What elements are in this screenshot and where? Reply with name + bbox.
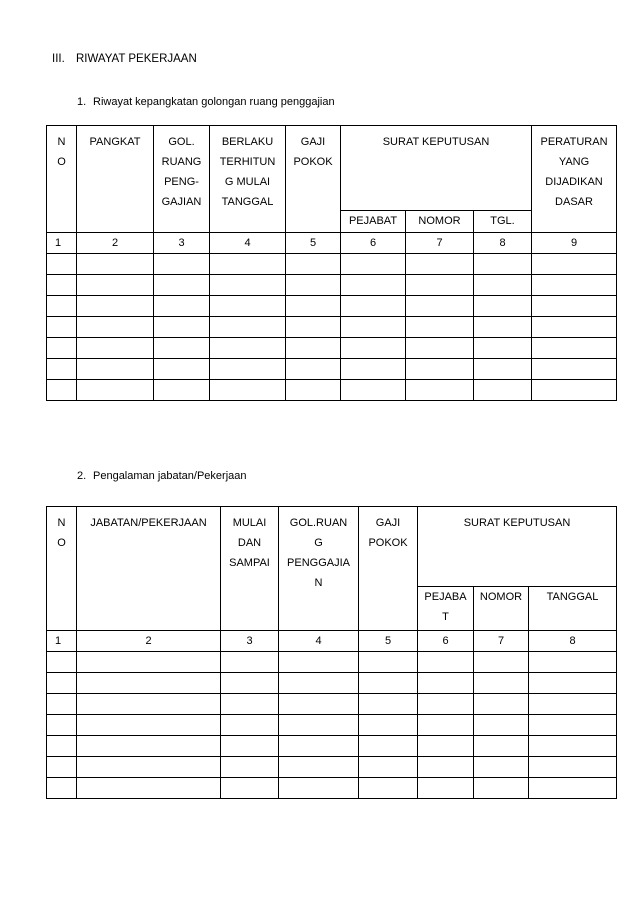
table-row — [47, 673, 617, 694]
header-berlaku: BERLAKU TERHITUN G MULAI TANGGAL — [210, 126, 286, 233]
col-number: 6 — [418, 631, 474, 652]
header-no: N O — [47, 126, 77, 233]
col-number: 7 — [406, 233, 474, 254]
table-row — [47, 736, 617, 757]
col-number: 1 — [47, 631, 77, 652]
header-tgl: TGL. — [474, 211, 532, 233]
header-surat-keputusan: SURAT KEPUTUSAN — [418, 507, 617, 587]
col-number: 9 — [532, 233, 617, 254]
col-number: 2 — [77, 631, 221, 652]
subsection-1-number: 1. — [77, 96, 87, 108]
table-row — [47, 317, 617, 338]
col-number: 5 — [286, 233, 341, 254]
header-gol-ruang: GOL. RUANG PENG- GAJIAN — [154, 126, 210, 233]
col-number: 6 — [341, 233, 406, 254]
table-row — [47, 694, 617, 715]
subsection-2-number: 2. — [77, 470, 87, 482]
header-surat-keputusan: SURAT KEPUTUSAN — [341, 126, 532, 211]
col-number: 4 — [279, 631, 359, 652]
section-heading — [52, 53, 197, 65]
header-tanggal: TANGGAL — [529, 587, 617, 631]
rank-history-table — [46, 125, 617, 401]
col-number: 7 — [474, 631, 529, 652]
col-number: 2 — [77, 233, 154, 254]
section-title: RIWAYAT PEKERJAAN — [76, 53, 197, 65]
column-number-row — [47, 233, 617, 254]
col-number: 3 — [154, 233, 210, 254]
col-number: 1 — [47, 233, 77, 254]
col-number: 8 — [474, 233, 532, 254]
subsection-2-heading — [77, 470, 247, 482]
header-nomor: NOMOR — [474, 587, 529, 631]
col-number: 3 — [221, 631, 279, 652]
header-gaji-pokok: GAJI POKOK — [359, 507, 418, 631]
header-mulai-sampai: MULAI DAN SAMPAI — [221, 507, 279, 631]
table-row — [47, 359, 617, 380]
section-number: III. — [52, 53, 65, 65]
table-row — [47, 338, 617, 359]
table-row — [47, 275, 617, 296]
col-number: 4 — [210, 233, 286, 254]
col-number: 5 — [359, 631, 418, 652]
header-pejabat: PEJABA T — [418, 587, 474, 631]
header-pejabat: PEJABAT — [341, 211, 406, 233]
table-row — [47, 254, 617, 275]
col-number: 8 — [529, 631, 617, 652]
table-row — [47, 380, 617, 401]
subsection-2-title: Pengalaman jabatan/Pekerjaan — [93, 470, 247, 482]
job-experience-table — [46, 506, 617, 799]
subsection-1-heading — [77, 96, 335, 108]
table-row — [47, 296, 617, 317]
table-row — [47, 778, 617, 799]
header-no: N O — [47, 507, 77, 631]
header-gaji-pokok: GAJI POKOK — [286, 126, 341, 233]
column-number-row — [47, 631, 617, 652]
table-row — [47, 757, 617, 778]
header-gol-ruang: GOL.RUAN G PENGGAJIA N — [279, 507, 359, 631]
table-row — [47, 652, 617, 673]
header-pangkat: PANGKAT — [77, 126, 154, 233]
table-row — [47, 715, 617, 736]
header-peraturan: PERATURAN YANG DIJADIKAN DASAR — [532, 126, 617, 233]
header-nomor: NOMOR — [406, 211, 474, 233]
header-jabatan: JABATAN/PEKERJAAN — [77, 507, 221, 631]
subsection-1-title: Riwayat kepangkatan golongan ruang penggajian — [93, 96, 335, 108]
